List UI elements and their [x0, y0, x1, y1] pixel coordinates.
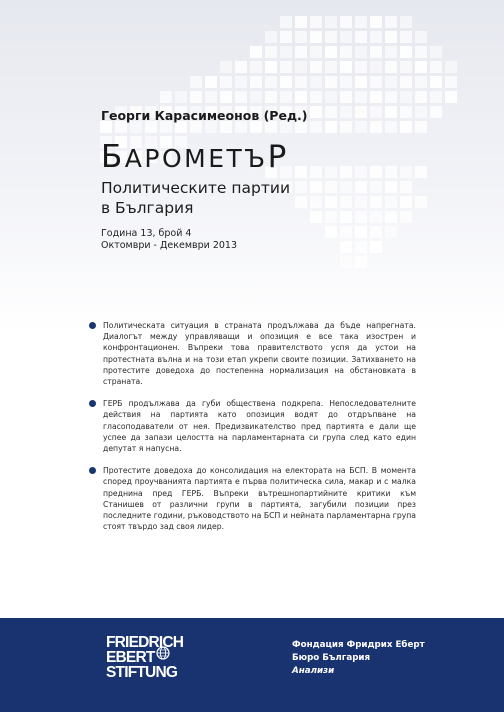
map-tile — [415, 91, 427, 103]
map-tile — [340, 76, 352, 88]
org-block — [292, 639, 425, 678]
map-tile — [415, 166, 427, 178]
bullet-dot-icon — [89, 467, 96, 474]
map-tile — [430, 91, 442, 103]
map-tile — [190, 76, 202, 88]
map-tile — [295, 196, 307, 208]
map-tile — [325, 121, 337, 133]
map-tile — [205, 76, 217, 88]
org-office: Бюро България — [292, 653, 371, 663]
map-tile — [325, 181, 337, 193]
map-tile — [325, 91, 337, 103]
map-tile — [370, 16, 382, 28]
map-tile — [310, 46, 322, 58]
map-tile — [430, 106, 442, 118]
map-tile — [370, 211, 382, 223]
map-tile — [400, 211, 412, 223]
map-tile — [400, 31, 412, 43]
map-tile — [340, 121, 352, 133]
map-tile — [385, 121, 397, 133]
map-tile — [400, 46, 412, 58]
map-tile — [340, 16, 352, 28]
summary-text: ГЕРБ продължава да губи обществена подкрепа. Непоследователните действия на партията като опозиция водят до отдръпване на гласоподаватели от нея. Предизвикателство пред партията е дали ще успее да запази целостта на парламентарната си група след като един депутат я напусна. — [103, 399, 416, 454]
page-title — [101, 139, 289, 175]
map-tile — [445, 76, 457, 88]
map-tile — [430, 61, 442, 73]
map-tile — [310, 91, 322, 103]
map-tile — [385, 31, 397, 43]
map-tile — [325, 211, 337, 223]
footer-band — [0, 618, 504, 712]
fes-logo — [106, 635, 183, 680]
map-tile — [295, 181, 307, 193]
map-tile — [400, 196, 412, 208]
title-middle: АРОМЕТЪ — [124, 144, 268, 173]
map-tile — [310, 196, 322, 208]
map-tile — [235, 91, 247, 103]
map-tile — [310, 181, 322, 193]
summary-item — [86, 398, 416, 454]
map-tile — [430, 76, 442, 88]
map-tile — [400, 76, 412, 88]
map-tile — [355, 196, 367, 208]
map-tile — [280, 46, 292, 58]
map-tile — [415, 31, 427, 43]
map-tile — [160, 91, 172, 103]
logo-line: FRIEDRICH — [106, 634, 184, 651]
map-tile — [340, 226, 352, 238]
map-tile — [295, 31, 307, 43]
map-tile — [250, 61, 262, 73]
map-tile — [355, 166, 367, 178]
issue-info — [101, 228, 237, 252]
map-tile — [385, 91, 397, 103]
map-tile — [205, 91, 217, 103]
map-tile — [400, 166, 412, 178]
map-tile — [340, 166, 352, 178]
map-tile — [370, 46, 382, 58]
map-tile — [340, 181, 352, 193]
map-tile — [385, 166, 397, 178]
map-tile — [385, 61, 397, 73]
map-tile — [340, 31, 352, 43]
map-tile — [325, 226, 337, 238]
map-tile — [340, 241, 352, 253]
map-tile — [280, 76, 292, 88]
map-tile — [355, 16, 367, 28]
series-label: Анализи — [292, 666, 335, 676]
map-tile — [340, 61, 352, 73]
map-tile — [355, 121, 367, 133]
bullet-dot-icon — [89, 400, 96, 407]
map-tile — [400, 121, 412, 133]
title-last-letter: Р — [267, 139, 289, 175]
map-tile — [265, 91, 277, 103]
map-tile — [190, 91, 202, 103]
map-tile — [415, 61, 427, 73]
map-tile — [385, 181, 397, 193]
map-tile — [310, 76, 322, 88]
map-tile — [355, 226, 367, 238]
map-tile — [310, 16, 322, 28]
map-tile — [400, 16, 412, 28]
map-tile — [385, 106, 397, 118]
map-tile — [355, 256, 367, 268]
summary-list — [86, 320, 416, 543]
map-tile — [340, 256, 352, 268]
map-tile — [370, 226, 382, 238]
map-tile — [370, 166, 382, 178]
map-tile — [385, 46, 397, 58]
map-tile — [385, 76, 397, 88]
map-tile — [250, 76, 262, 88]
map-tile — [445, 61, 457, 73]
map-tile — [430, 46, 442, 58]
map-tile — [280, 91, 292, 103]
map-tile — [385, 211, 397, 223]
map-tile — [325, 61, 337, 73]
map-tile — [355, 211, 367, 223]
bullet-dot-icon — [89, 322, 96, 329]
map-tile — [340, 211, 352, 223]
map-tile — [325, 106, 337, 118]
map-tile — [250, 46, 262, 58]
map-tile — [370, 31, 382, 43]
map-tile — [310, 211, 322, 223]
map-tile — [310, 61, 322, 73]
map-tile — [325, 46, 337, 58]
map-tile — [445, 91, 457, 103]
map-tile — [295, 166, 307, 178]
author: Георги Карасимеонов (Ред.) — [101, 108, 308, 123]
map-tile — [415, 76, 427, 88]
map-tile — [280, 61, 292, 73]
subtitle-line: в България — [101, 199, 194, 217]
map-tile — [385, 196, 397, 208]
map-tile — [385, 16, 397, 28]
map-tile — [325, 76, 337, 88]
map-tile — [265, 76, 277, 88]
map-tile — [400, 181, 412, 193]
map-tile — [250, 91, 262, 103]
map-tile — [265, 31, 277, 43]
map-tile — [355, 46, 367, 58]
map-tile — [370, 91, 382, 103]
subtitle — [101, 178, 290, 218]
map-tile — [325, 31, 337, 43]
map-tile — [415, 196, 427, 208]
map-tile — [370, 181, 382, 193]
map-tile — [220, 76, 232, 88]
map-tile — [265, 46, 277, 58]
summary-text: Протестите доведоха до консолидация на електората на БСП. В момента според проучванията партията е първа политическа сила, макар и с малка преднина пред ГЕРБ. Въпреки вътрешнопартийните критики към Станишев от различни групи в партията, загубили позиции през последните години, ръководството на БСП и нейната парламентарна група стоят твърдо зад своя лидер. — [103, 466, 416, 532]
map-tile — [295, 61, 307, 73]
org-name: Фондация Фридрих Еберт — [292, 640, 425, 650]
map-tile — [220, 91, 232, 103]
map-tile — [415, 106, 427, 118]
map-tile — [370, 106, 382, 118]
map-tile — [280, 16, 292, 28]
issue-number: Година 13, брой 4 — [101, 228, 192, 239]
map-tile — [340, 91, 352, 103]
map-tile — [355, 106, 367, 118]
logo-line: STIFTUNG — [106, 664, 178, 681]
map-tile — [235, 76, 247, 88]
globe-icon — [156, 646, 170, 660]
logo-line: EBERT — [106, 649, 155, 666]
map-tile — [355, 181, 367, 193]
summary-item — [86, 320, 416, 387]
map-tile — [370, 61, 382, 73]
map-tile — [415, 46, 427, 58]
map-tile — [175, 91, 187, 103]
map-tile — [295, 16, 307, 28]
map-tile — [400, 91, 412, 103]
map-tile — [280, 31, 292, 43]
map-tile — [310, 106, 322, 118]
subtitle-line: Политическите партии — [101, 179, 291, 197]
map-tile — [370, 76, 382, 88]
map-tile — [340, 46, 352, 58]
map-tile — [370, 121, 382, 133]
map-tile — [355, 241, 367, 253]
map-tile — [295, 91, 307, 103]
map-tile — [340, 196, 352, 208]
map-tile — [310, 166, 322, 178]
map-tile — [310, 31, 322, 43]
map-tile — [370, 241, 382, 253]
map-tile — [400, 61, 412, 73]
map-tile — [265, 61, 277, 73]
map-tile — [325, 16, 337, 28]
map-tile — [220, 61, 232, 73]
map-tile — [310, 121, 322, 133]
map-tile — [370, 196, 382, 208]
map-tile — [340, 106, 352, 118]
summary-item — [86, 465, 416, 532]
map-tile — [235, 61, 247, 73]
map-tile — [325, 166, 337, 178]
map-tile — [385, 226, 397, 238]
map-tile — [355, 31, 367, 43]
issue-period: Октомври - Декември 2013 — [101, 240, 238, 251]
summary-text: Политическата ситуация в страната продължава да бъде напрегната. Диалогът между управляващи и опозиция е все така изострен и конфронтационен. Въпреки това правителството успя да устои на протестната вълна и на този етап укрепи своите позиции. Затихването на протестите доведоха до постепенна нормализация на обстановката в страната. — [103, 321, 416, 387]
map-tile — [415, 121, 427, 133]
map-tile — [355, 61, 367, 73]
map-tile — [355, 76, 367, 88]
title-first-letter: Б — [101, 139, 125, 175]
map-tile — [400, 106, 412, 118]
map-tile — [355, 91, 367, 103]
map-tile — [325, 196, 337, 208]
map-tile — [295, 46, 307, 58]
map-tile — [295, 76, 307, 88]
